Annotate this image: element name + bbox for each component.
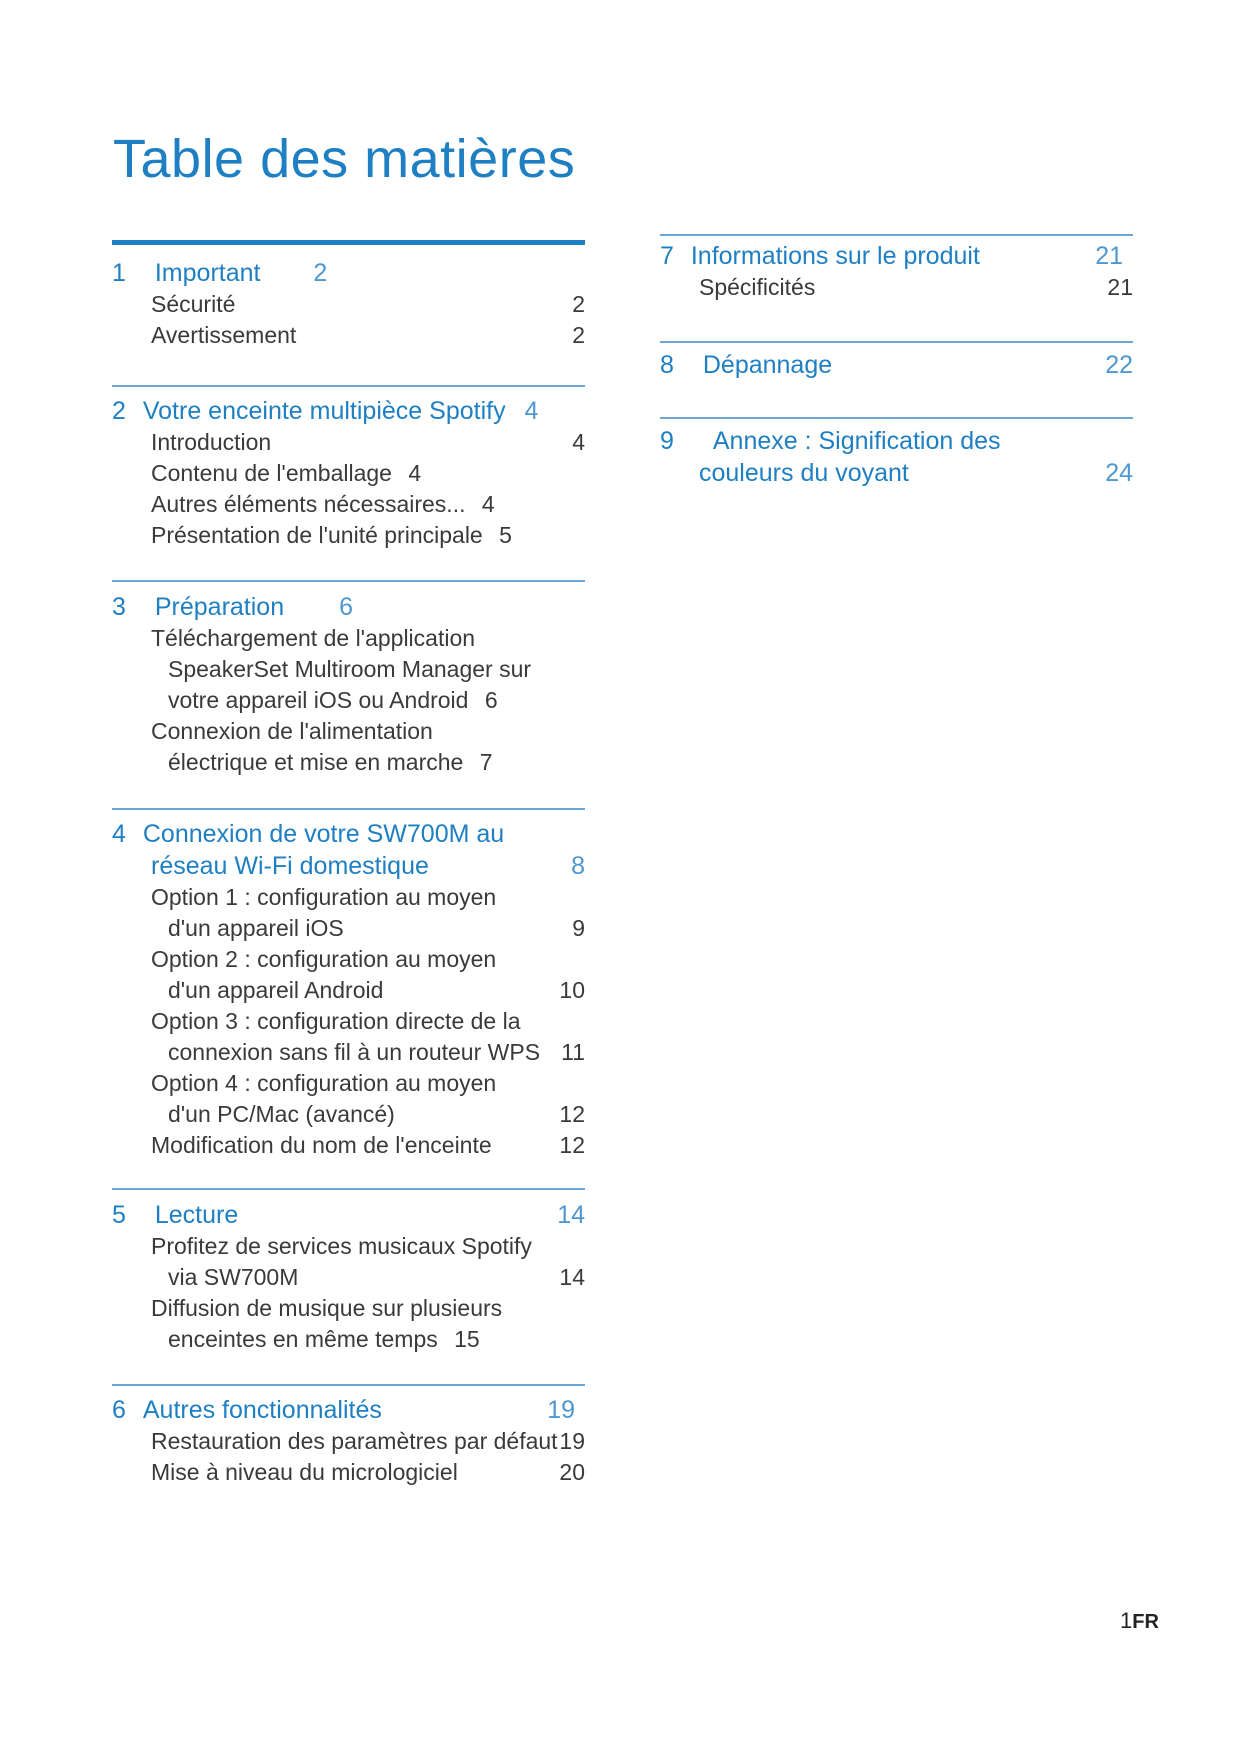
section-title: Important — [154, 259, 261, 287]
section-page: 14 — [557, 1201, 585, 1229]
entry-text: via SW700M — [168, 1264, 299, 1290]
entry-page: 10 — [559, 977, 585, 1003]
entry-text: Connexion de l'alimentation — [151, 718, 433, 744]
entry-page: 12 — [559, 1132, 585, 1158]
toc-section-5 — [112, 1188, 585, 1355]
entry-page: 11 — [561, 1039, 585, 1065]
entry-text: Avertissement — [151, 322, 297, 348]
toc-entry-continued[interactable] — [112, 975, 585, 1006]
section-title: couleurs du voyant — [699, 459, 909, 487]
toc-entry[interactable] — [112, 289, 585, 320]
toc-section-6 — [112, 1384, 585, 1488]
toc-heading-4-continued[interactable] — [112, 850, 585, 882]
entry-page: 9 — [572, 915, 585, 941]
section-title: Autres fonctionnalités — [142, 1396, 382, 1424]
entry-text: enceintes en même temps — [168, 1326, 438, 1352]
toc-section-8 — [660, 341, 1133, 381]
entry-text: Sécurité — [151, 291, 236, 317]
toc-heading-7[interactable] — [660, 240, 1133, 272]
section-title: Informations sur le produit — [690, 242, 980, 270]
section-page: 19 — [547, 1396, 575, 1424]
toc-entry[interactable] — [112, 1231, 585, 1262]
section-divider — [112, 385, 585, 387]
toc-entry[interactable] — [660, 272, 1133, 303]
entry-page: 4 — [572, 429, 585, 455]
entry-page: 4 — [481, 491, 495, 517]
entry-text: Option 3 : configuration directe de la — [151, 1008, 521, 1034]
toc-entry-continued[interactable] — [112, 913, 585, 944]
language-code: FR — [1132, 1611, 1159, 1633]
section-number: 7 — [660, 242, 674, 270]
toc-entry-continued[interactable] — [112, 1324, 585, 1355]
entry-page: 7 — [479, 749, 493, 775]
entry-text: Profitez de services musicaux Spotify — [151, 1233, 532, 1259]
section-divider — [660, 234, 1133, 236]
toc-section-3 — [112, 580, 585, 778]
entry-text: Téléchargement de l'application — [151, 625, 476, 651]
entry-text: Contenu de l'emballage — [151, 460, 392, 486]
section-divider — [112, 1384, 585, 1386]
toc-heading-6[interactable] — [112, 1394, 585, 1426]
section-number: 5 — [112, 1201, 126, 1229]
toc-section-2 — [112, 385, 585, 551]
entry-page: 5 — [499, 522, 512, 548]
entry-text: Spécificités — [699, 274, 816, 300]
toc-entry[interactable] — [112, 1006, 585, 1037]
entry-text: d'un appareil Android — [168, 977, 384, 1003]
entry-text: Présentation de l'unité principale — [151, 522, 483, 548]
entry-page: 14 — [559, 1264, 585, 1290]
section-title: Dépannage — [702, 351, 833, 379]
toc-entry[interactable] — [112, 944, 585, 975]
section-page: 21 — [1095, 242, 1123, 270]
entry-text: Mise à niveau du micrologiciel — [151, 1459, 458, 1485]
section-divider — [660, 417, 1133, 419]
entry-page: 20 — [559, 1459, 585, 1485]
page-number: 1 — [1120, 1608, 1133, 1633]
section-number: 4 — [112, 820, 126, 848]
toc-section-9 — [660, 417, 1133, 489]
toc-entry-continued[interactable] — [112, 1037, 585, 1068]
entry-text: SpeakerSet Multiroom Manager sur — [168, 656, 532, 682]
toc-entry-continued[interactable] — [112, 1099, 585, 1130]
entry-text: Restauration des paramètres par défaut — [151, 1428, 558, 1454]
section-title: Lecture — [154, 1201, 239, 1229]
toc-entry[interactable] — [112, 1293, 585, 1324]
section-title: Préparation — [154, 593, 285, 621]
section-divider — [112, 808, 585, 810]
toc-section-1 — [112, 240, 585, 351]
toc-entry[interactable] — [112, 1426, 585, 1457]
toc-heading-3[interactable] — [112, 591, 585, 623]
section-divider — [660, 341, 1133, 343]
section-divider — [112, 1188, 585, 1190]
section-title: Connexion de votre SW700M au — [142, 820, 505, 848]
section-page: 4 — [524, 397, 539, 425]
toc-entry-continued[interactable] — [112, 685, 585, 716]
toc-heading-5[interactable] — [112, 1199, 585, 1231]
entry-text: Modification du nom de l'enceinte — [151, 1132, 492, 1158]
toc-section-7 — [660, 234, 1133, 303]
toc-entry[interactable] — [112, 1068, 585, 1099]
section-number: 2 — [112, 397, 126, 425]
section-number: 1 — [112, 259, 126, 287]
section-page: 8 — [571, 852, 585, 880]
toc-heading-8[interactable] — [660, 349, 1133, 381]
section-divider — [112, 240, 585, 245]
section-number: 3 — [112, 593, 126, 621]
page-footer — [1120, 1608, 1159, 1634]
entry-page: 12 — [559, 1101, 585, 1127]
entry-page: 15 — [454, 1326, 480, 1352]
entry-text: Option 2 : configuration au moyen — [151, 946, 497, 972]
toc-heading-4[interactable] — [112, 818, 585, 850]
entry-text: d'un appareil iOS — [168, 915, 344, 941]
toc-entry[interactable] — [112, 427, 585, 458]
toc-entry-continued[interactable] — [112, 747, 585, 778]
entry-text: d'un PC/Mac (avancé) — [168, 1101, 395, 1127]
section-divider — [112, 580, 585, 582]
toc-entry-continued[interactable] — [112, 654, 585, 685]
section-page: 2 — [313, 259, 328, 287]
section-page: 22 — [1105, 351, 1133, 379]
toc-entry[interactable] — [112, 1457, 585, 1488]
toc-entry[interactable] — [112, 458, 585, 489]
toc-entry[interactable] — [112, 489, 585, 520]
toc-entry[interactable] — [112, 623, 585, 654]
toc-heading-9[interactable] — [660, 425, 1133, 457]
toc-entry[interactable] — [112, 1130, 585, 1161]
toc-section-4 — [112, 808, 585, 1161]
entry-page: 21 — [1107, 274, 1133, 300]
section-title: réseau Wi-Fi domestique — [151, 852, 429, 880]
section-number: 9 — [660, 427, 674, 455]
toc-entry[interactable] — [112, 320, 585, 351]
entry-text: Option 4 : configuration au moyen — [151, 1070, 497, 1096]
entry-text: connexion sans fil à un routeur WPS — [168, 1039, 541, 1065]
section-title: Votre enceinte multipièce Spotify — [142, 397, 506, 425]
section-page: 24 — [1105, 459, 1133, 487]
toc-entry[interactable] — [112, 520, 585, 551]
entry-text: Introduction — [151, 429, 272, 455]
entry-page: 2 — [572, 322, 585, 348]
page-title: Table des matières — [113, 129, 576, 189]
entry-page: 19 — [559, 1428, 585, 1454]
entry-text: Autres éléments nécessaires... — [151, 491, 466, 517]
section-page: 6 — [339, 593, 353, 621]
section-title: Annexe : Signification des — [712, 427, 1001, 455]
toc-entry[interactable] — [112, 882, 585, 913]
entry-text: Diffusion de musique sur plusieurs — [151, 1295, 503, 1321]
entry-text: électrique et mise en marche — [168, 749, 464, 775]
toc-entry-continued[interactable] — [112, 1262, 585, 1293]
toc-heading-9-continued[interactable] — [660, 457, 1133, 489]
entry-page: 6 — [484, 687, 498, 713]
toc-heading-2[interactable] — [112, 395, 585, 427]
entry-text: votre appareil iOS ou Android — [168, 687, 469, 713]
entry-text: Option 1 : configuration au moyen — [151, 884, 497, 910]
entry-page: 4 — [408, 460, 422, 486]
entry-page: 2 — [572, 291, 585, 317]
toc-entry[interactable] — [112, 716, 585, 747]
section-number: 6 — [112, 1396, 126, 1424]
toc-heading-1[interactable] — [112, 257, 585, 289]
section-number: 8 — [660, 351, 674, 379]
